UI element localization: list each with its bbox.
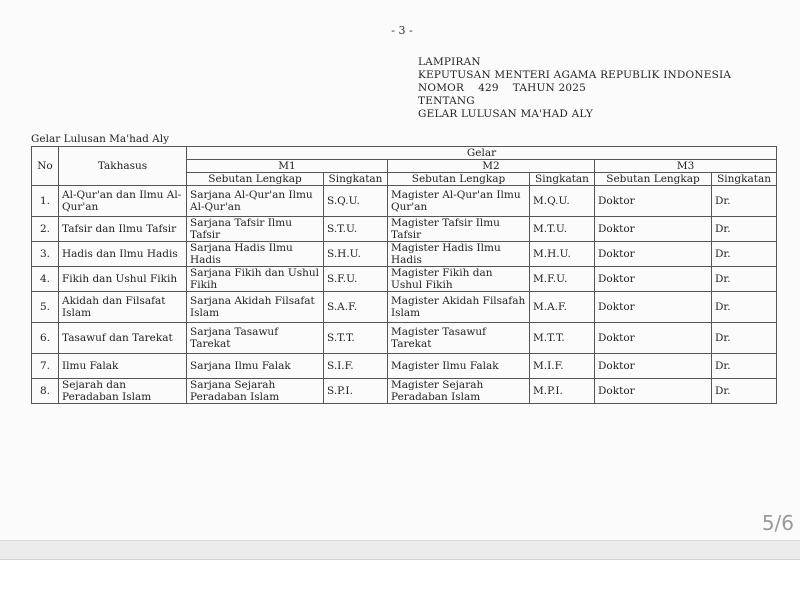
header-m2: M2 (388, 160, 595, 173)
cell-m3-sebutan: Doktor (595, 186, 712, 217)
cell-m2-sebutan: Magister Al-Qur'an Ilmu Qur'an (388, 186, 530, 217)
cell-m3-sebutan: Doktor (595, 379, 712, 404)
table-row (32, 242, 777, 267)
cell-m2-sebutan: Magister Hadis Ilmu Hadis (388, 242, 530, 267)
cell-no: 5. (32, 292, 59, 323)
keputusan-title: KEPUTUSAN MENTERI AGAMA REPUBLIK INDONESIA (418, 69, 732, 81)
cell-m3-sebutan: Doktor (595, 292, 712, 323)
cell-m3-singkatan: Dr. (712, 217, 777, 242)
tahun-label: TAHUN 2025 (512, 82, 586, 94)
cell-m3-singkatan: Dr. (712, 323, 777, 354)
cell-m1-sebutan: Sarjana Tasawuf Tarekat (187, 323, 324, 354)
tentang-label: TENTANG (418, 95, 475, 107)
header-m1-singkatan: Singkatan (324, 173, 388, 186)
cell-m1-singkatan: S.A.F. (324, 292, 388, 323)
cell-m3-singkatan: Dr. (712, 186, 777, 217)
nomor-value: 429 (478, 82, 499, 94)
cell-m1-singkatan: S.H.U. (324, 242, 388, 267)
cell-takhasus: Hadis dan Ilmu Hadis (59, 242, 187, 267)
cell-takhasus: Tasawuf dan Tarekat (59, 323, 187, 354)
cell-no: 4. (32, 267, 59, 292)
cell-m1-sebutan: Sarjana Al-Qur'an Ilmu Al-Qur'an (187, 186, 324, 217)
lampiran-label: LAMPIRAN (418, 56, 481, 68)
cell-m3-singkatan: Dr. (712, 292, 777, 323)
cell-m3-singkatan: Dr. (712, 242, 777, 267)
cell-m1-singkatan: S.I.F. (324, 354, 388, 379)
cell-m2-singkatan: M.T.T. (530, 323, 595, 354)
cell-m3-sebutan: Doktor (595, 323, 712, 354)
cell-m2-sebutan: Magister Akidah Filsafah Islam (388, 292, 530, 323)
cell-m1-singkatan: S.T.T. (324, 323, 388, 354)
header-m1: M1 (187, 160, 388, 173)
page-counter: 5/6 (761, 511, 794, 535)
cell-m3-singkatan: Dr. (712, 379, 777, 404)
cell-m2-sebutan: Magister Tasawuf Tarekat (388, 323, 530, 354)
cell-m2-sebutan: Magister Ilmu Falak (388, 354, 530, 379)
cell-m1-sebutan: Sarjana Fikih dan Ushul Fikih (187, 267, 324, 292)
cell-m1-singkatan: S.T.U. (324, 217, 388, 242)
cell-takhasus: Ilmu Falak (59, 354, 187, 379)
cell-m2-singkatan: M.Q.U. (530, 186, 595, 217)
table-row (32, 292, 777, 323)
header-m3: M3 (595, 160, 777, 173)
cell-no: 6. (32, 323, 59, 354)
cell-takhasus: Al-Qur'an dan Ilmu Al-Qur'an (59, 186, 187, 217)
cell-m1-singkatan: S.P.I. (324, 379, 388, 404)
cell-m2-sebutan: Magister Fikih dan Ushul Fikih (388, 267, 530, 292)
cell-no: 8. (32, 379, 59, 404)
table-row (32, 379, 777, 404)
cell-m1-sebutan: Sarjana Tafsir Ilmu Tafsir (187, 217, 324, 242)
subject-title: GELAR LULUSAN MA'HAD ALY (418, 108, 593, 120)
cell-m3-sebutan: Doktor (595, 354, 712, 379)
header-m3-sebutan: Sebutan Lengkap (595, 173, 712, 186)
header-gelar: Gelar (187, 147, 777, 160)
cell-takhasus: Tafsir dan Ilmu Tafsir (59, 217, 187, 242)
cell-no: 3. (32, 242, 59, 267)
cell-m1-sebutan: Sarjana Akidah Filsafat Islam (187, 292, 324, 323)
nomor-line (418, 82, 731, 95)
cell-m2-sebutan: Magister Sejarah Peradaban Islam (388, 379, 530, 404)
cell-m2-singkatan: M.T.U. (530, 217, 595, 242)
gelar-table (31, 146, 777, 404)
cell-takhasus: Akidah dan Filsafat Islam (59, 292, 187, 323)
cell-m3-singkatan: Dr. (712, 267, 777, 292)
page-number: - 3 - (391, 24, 413, 37)
cell-m3-sebutan: Doktor (595, 217, 712, 242)
table-row (32, 323, 777, 354)
header-m3-singkatan: Singkatan (712, 173, 777, 186)
cell-m1-sebutan: Sarjana Sejarah Peradaban Islam (187, 379, 324, 404)
cell-no: 2. (32, 217, 59, 242)
cell-m1-singkatan: S.F.U. (324, 267, 388, 292)
table-caption: Gelar Lulusan Ma'had Aly (31, 133, 170, 145)
cell-no: 1. (32, 186, 59, 217)
cell-m3-singkatan: Dr. (712, 354, 777, 379)
cell-m2-singkatan: M.F.U. (530, 267, 595, 292)
table-row (32, 186, 777, 217)
cell-m3-sebutan: Doktor (595, 242, 712, 267)
table-row (32, 354, 777, 379)
header-no: No (32, 147, 59, 186)
cell-no: 7. (32, 354, 59, 379)
cell-m2-sebutan: Magister Tafsir Ilmu Tafsir (388, 217, 530, 242)
table-row (32, 217, 777, 242)
cell-m1-singkatan: S.Q.U. (324, 186, 388, 217)
cell-m2-singkatan: M.A.F. (530, 292, 595, 323)
cell-m2-singkatan: M.H.U. (530, 242, 595, 267)
cell-m1-sebutan: Sarjana Ilmu Falak (187, 354, 324, 379)
header-m2-singkatan: Singkatan (530, 173, 595, 186)
header-m1-sebutan: Sebutan Lengkap (187, 173, 324, 186)
cell-takhasus: Fikih dan Ushul Fikih (59, 267, 187, 292)
page-divider (0, 540, 800, 560)
cell-m2-singkatan: M.P.I. (530, 379, 595, 404)
cell-m1-sebutan: Sarjana Hadis Ilmu Hadis (187, 242, 324, 267)
nomor-label: NOMOR (418, 82, 465, 94)
cell-takhasus: Sejarah dan Peradaban Islam (59, 379, 187, 404)
cell-m2-singkatan: M.I.F. (530, 354, 595, 379)
table-row (32, 267, 777, 292)
header-takhasus: Takhasus (59, 147, 187, 186)
cell-m3-sebutan: Doktor (595, 267, 712, 292)
lampiran-header (418, 56, 731, 121)
header-m2-sebutan: Sebutan Lengkap (388, 173, 530, 186)
